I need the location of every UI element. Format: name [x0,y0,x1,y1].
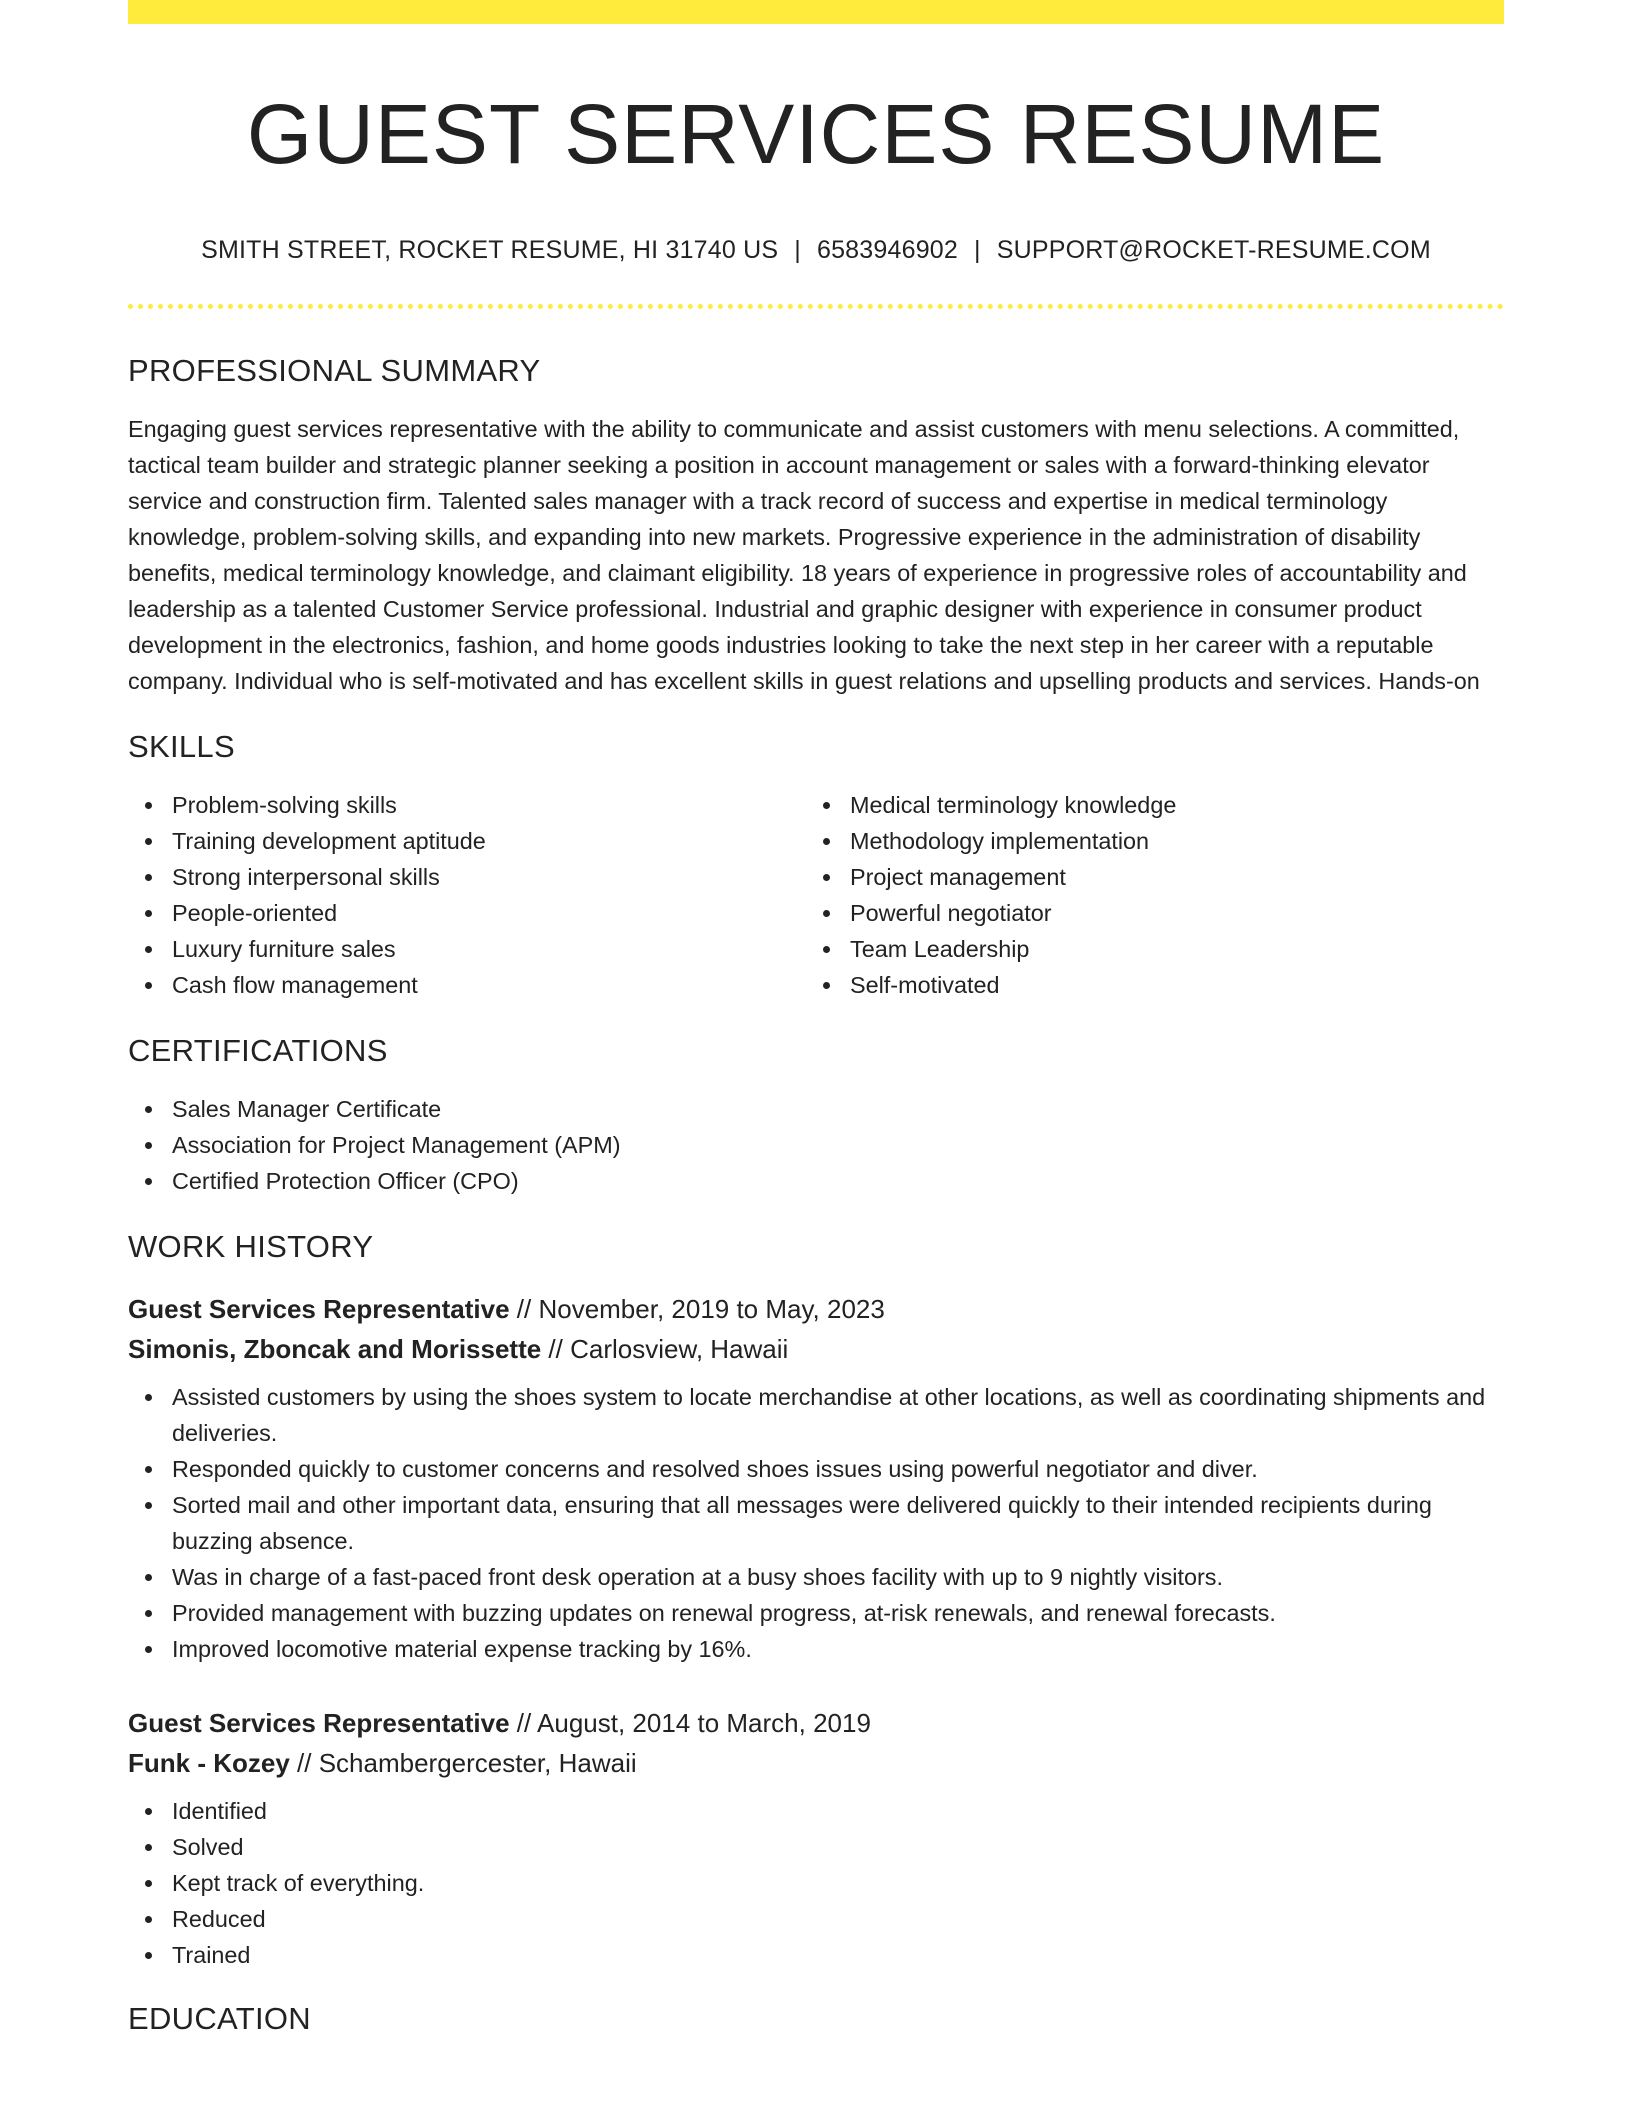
list-item: Provided management with buzzing updates on renewal progress, at-risk renewals, and renewal forecasts. [128,1595,1504,1631]
bullet-dot [145,1844,152,1851]
certifications-list [128,1091,1504,1199]
job-entry [128,1703,1504,1973]
list-item: Training development aptitude [128,823,806,859]
skills-list-left [128,787,806,1003]
bullet-dot [145,1466,152,1473]
dotted-divider [128,304,1504,309]
bullet-dot [145,1808,152,1815]
section-title-skills: SKILLS [128,729,235,764]
list-item: Certified Protection Officer (CPO) [128,1163,1504,1199]
contact-separator: | [974,236,981,264]
bullet-dot [823,946,830,953]
job-separator: // [509,1294,539,1324]
list-item: Strong interpersonal skills [128,859,806,895]
resume-title: GUEST SERVICES RESUME [246,87,1386,181]
bullet-dot [145,802,152,809]
bullet-dot [145,1178,152,1185]
bullet-dot [145,1880,152,1887]
list-item: Was in charge of a fast-paced front desk operation at a busy shoes facility with up to 9 nightly visitors. [128,1559,1504,1595]
contact-address: SMITH STREET, ROCKET RESUME, HI 31740 US [201,236,779,264]
bullet-dot [145,1916,152,1923]
summary-text: Engaging guest services representative with the ability to communicate and assist customers with menu selections. A committed, tactical team builder and strategic planner seeking a position in account management or sales with a forward-thinking elevator service and construction firm. Talented sales manager with a track record of success and expertise in medical terminology knowledge, problem-solving skills, and expanding into new markets. Progressive experience in the administration of disability benefits, medical terminology knowledge, and claimant eligibility. 18 years of experience in progressive roles of accountability and leadership as a talented Customer Service professional. Industrial and graphic designer with experience in consumer product development in the electronics, fashion, and home goods industries looking to take the next step in her career with a reputable company. Individual who is self-motivated and has excellent skills in guest relations and upselling products and services. Hands-on [128,416,1480,694]
bullet-dot [145,982,152,989]
job-dates: November, 2019 to May, 2023 [538,1294,885,1324]
bullet-dot [145,1106,152,1113]
job-entry [128,1289,1504,1667]
job-role-line [128,1703,1504,1743]
job-separator: // [541,1334,571,1364]
job-dates: August, 2014 to March, 2019 [537,1708,871,1738]
list-item: Reduced [128,1901,1504,1937]
bullet-dot [145,946,152,953]
job-separator: // [509,1708,538,1738]
list-item: Powerful negotiator [806,895,1484,931]
list-item: Medical terminology knowledge [806,787,1484,823]
bullet-dot [823,802,830,809]
section-title-summary: PROFESSIONAL SUMMARY [128,353,541,388]
bullet-dot [145,1142,152,1149]
bullet-dot [145,1646,152,1653]
work-history-section [128,1227,1504,1973]
list-item: Sorted mail and other important data, ensuring that all messages were delivered quickly to their intended recipients during buzzing absence. [128,1487,1504,1559]
skills-list-right [806,787,1484,1003]
job-bullets [128,1793,1504,1973]
list-item: Sales Manager Certificate [128,1091,1504,1127]
certifications-section [128,1031,1504,1199]
bullet-dot [145,838,152,845]
job-role: Guest Services Representative [128,1294,510,1324]
bullet-dot [145,1394,152,1401]
bullet-dot [145,1952,152,1959]
job-location: Schambergercester, Hawaii [318,1748,637,1778]
list-item: Responded quickly to customer concerns and resolved shoes issues using powerful negotiator and diver. [128,1451,1504,1487]
skills-column-right [806,787,1484,1003]
bullet-dot [145,1502,152,1509]
list-item: Association for Project Management (APM) [128,1127,1504,1163]
top-accent-bar [128,0,1504,24]
skills-grid [128,787,1504,1003]
section-title-certifications: CERTIFICATIONS [128,1033,388,1068]
list-item: Improved locomotive material expense tracking by 16%. [128,1631,1504,1667]
job-role-line [128,1289,1504,1329]
bullet-dot [145,874,152,881]
job-bullets [128,1379,1504,1667]
list-item: Trained [128,1937,1504,1973]
list-item: People-oriented [128,895,806,931]
list-item: Kept track of everything. [128,1865,1504,1901]
section-title-education: EDUCATION [128,2001,311,2036]
contact-phone: 6583946902 [816,236,959,264]
job-company-line [128,1743,1504,1783]
job-company-line [128,1329,1504,1369]
job-company: Simonis, Zboncak and Morissette [128,1334,542,1364]
job-separator: // [289,1748,319,1778]
contact-email: SUPPORT@ROCKET-RESUME.COM [996,236,1431,264]
summary-section [128,351,1504,699]
job-role: Guest Services Representative [128,1708,510,1738]
contact-separator: | [794,236,801,264]
skills-column-left [128,787,806,1003]
skills-section [128,727,1504,1003]
bullet-dot [145,1574,152,1581]
list-item: Solved [128,1829,1504,1865]
bullet-dot [823,910,830,917]
list-item: Assisted customers by using the shoes system to locate merchandise at other locations, as well as coordinating shipments and deliveries. [128,1379,1504,1451]
list-item: Problem-solving skills [128,787,806,823]
list-item: Self-motivated [806,967,1484,1003]
bullet-dot [145,1610,152,1617]
list-item: Team Leadership [806,931,1484,967]
list-item: Project management [806,859,1484,895]
list-item: Cash flow management [128,967,806,1003]
bullet-dot [823,874,830,881]
contact-line [128,234,1504,266]
section-title-work-history: WORK HISTORY [128,1229,374,1264]
job-location: Carlosview, Hawaii [570,1334,789,1364]
job-company: Funk - Kozey [128,1748,290,1778]
bullet-dot [145,910,152,917]
education-section [128,1999,1504,2039]
list-item: Identified [128,1793,1504,1829]
bullet-dot [823,982,830,989]
list-item: Methodology implementation [806,823,1484,859]
resume-page [128,0,1504,2039]
bullet-dot [823,838,830,845]
list-item: Luxury furniture sales [128,931,806,967]
